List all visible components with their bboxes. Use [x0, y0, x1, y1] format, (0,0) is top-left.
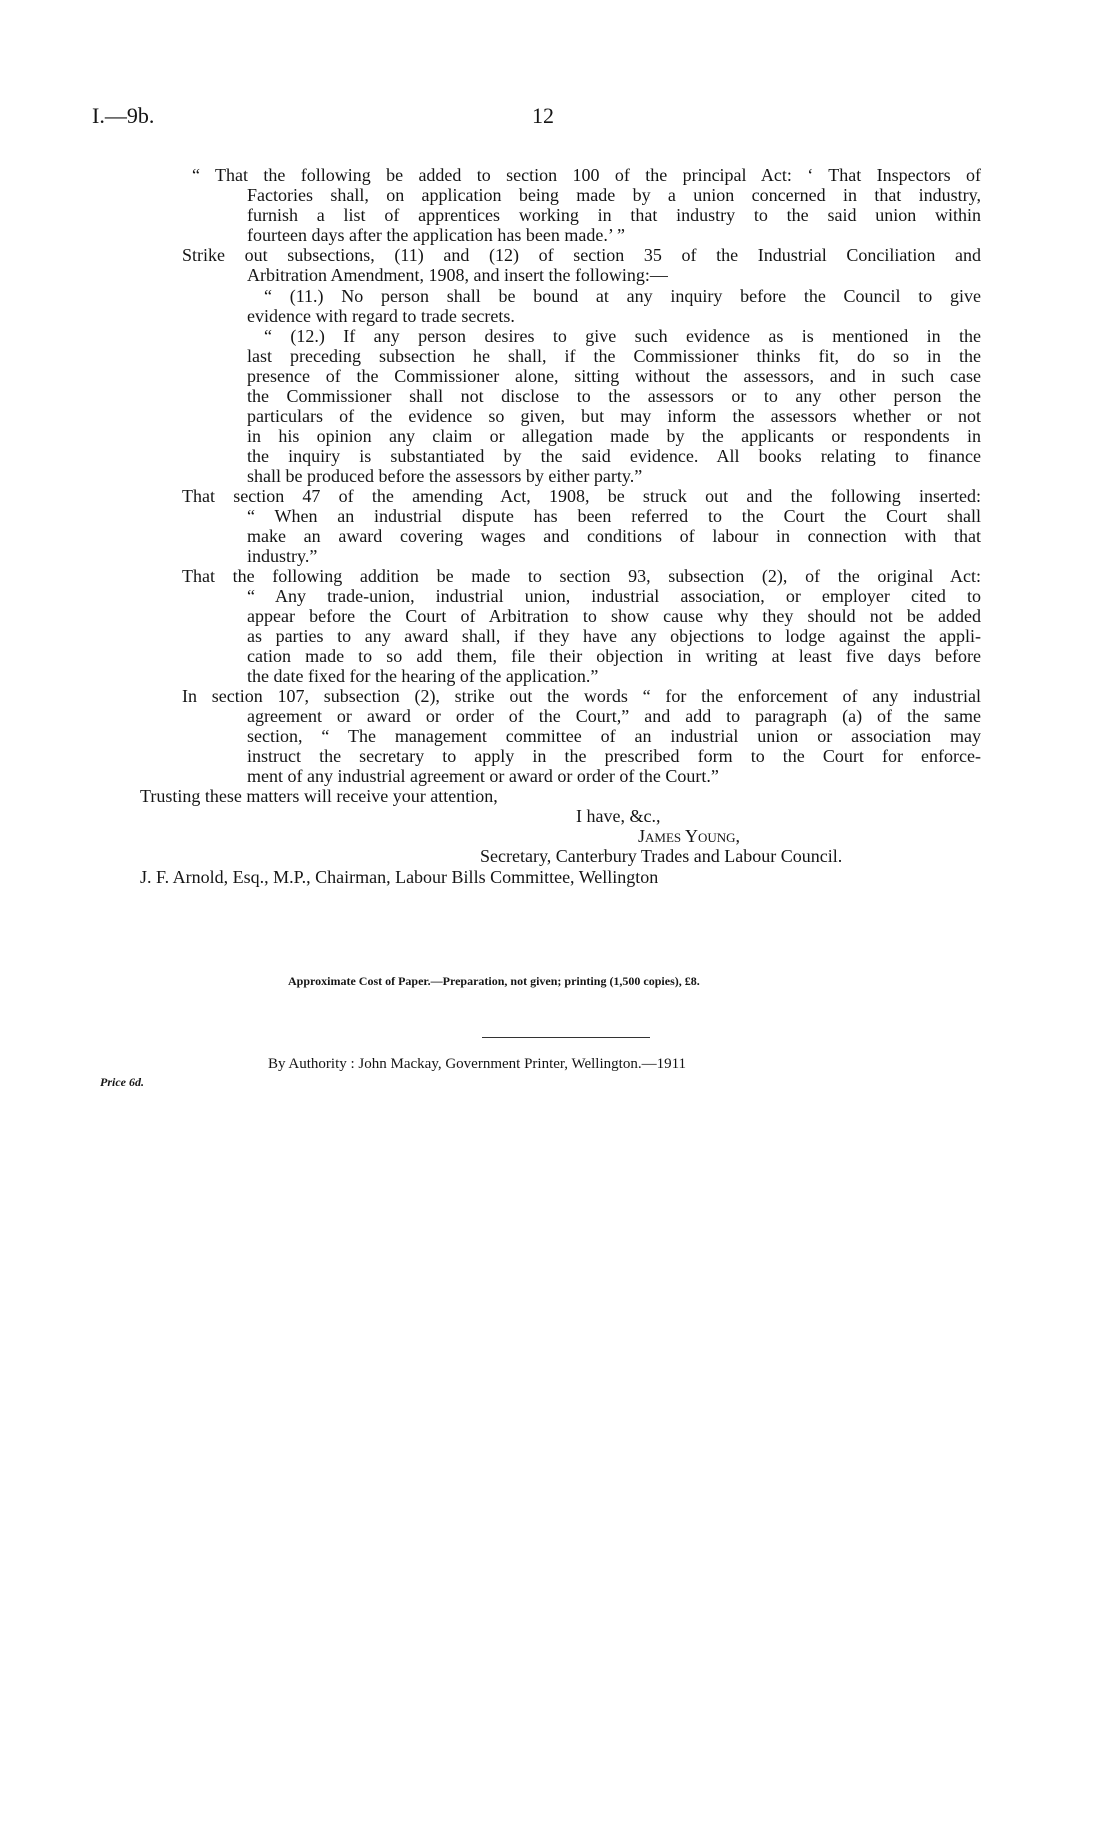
signatory-title: Secretary, Canterbury Trades and Labour Council. [480, 846, 843, 866]
body-line: particulars of the evidence so given, but may inform the assessors whether or not [247, 406, 981, 426]
body-line: In section 107, subsection (2), strike out the words “ for the enforcement of any industrial [182, 686, 981, 706]
cost-note: Approximate Cost of Paper.—Preparation, not given; printing (1,500 copies), £8. [288, 974, 700, 988]
body-line: Trusting these matters will receive your attention, [140, 786, 498, 806]
body-line: the Commissioner shall not disclose to the assessors or to any other person the [247, 386, 981, 406]
addressee: J. F. Arnold, Esq., M.P., Chairman, Labour Bills Committee, Wellington [140, 867, 659, 887]
body-line: furnish a list of apprentices working in that industry to the said union within [247, 205, 981, 225]
body-line: fourteen days after the application has been made.’ ” [247, 225, 625, 245]
body-line: That section 47 of the amending Act, 1908, be struck out and the following inserted: [182, 486, 981, 506]
body-line: Strike out subsections, (11) and (12) of section 35 of the Industrial Conciliation and [182, 245, 981, 265]
body-line: ment of any industrial agreement or award or order of the Court.” [247, 766, 719, 786]
body-line: shall be produced before the assessors by either party.” [247, 466, 643, 486]
body-line: appear before the Court of Arbitration to show cause why they should not be added [247, 606, 981, 626]
body-line: last preceding subsection he shall, if the Commissioner thinks fit, do so in the [247, 346, 981, 366]
body-line: make an award covering wages and conditions of labour in connection with that [247, 526, 981, 546]
body-line: cation made to so add them, file their objection in writing at least five days before [247, 646, 981, 666]
body-line: evidence with regard to trade secrets. [247, 306, 515, 326]
divider-rule [482, 1037, 650, 1038]
body-line: section, “ The management committee of an industrial union or association may [247, 726, 981, 746]
body-line: That the following addition be made to section 93, subsection (2), of the original Act: [182, 566, 981, 586]
body-line: agreement or award or order of the Court,” and add to paragraph (a) of the same [247, 706, 981, 726]
price: Price 6d. [100, 1075, 144, 1089]
body-line: instruct the secretary to apply in the prescribed form to the Court for enforce- [247, 746, 981, 766]
body-line: “ That the following be added to section 100 of the principal Act: ‘ That Inspectors of [192, 165, 981, 185]
signatory-name: James Young, [638, 826, 741, 846]
body-line: the date fixed for the hearing of the application.” [247, 666, 599, 686]
printer-imprint: By Authority : John Mackay, Government Printer, Wellington.—1911 [268, 1056, 687, 1072]
body-line: industry.” [247, 546, 318, 566]
body-line: “ When an industrial dispute has been referred to the Court the Court shall [247, 506, 981, 526]
body-line: presence of the Commissioner alone, sitting without the assessors, and in such case [247, 366, 981, 386]
body-line: Factories shall, on application being made by a union concerned in that industry, [247, 185, 981, 205]
body-line: in his opinion any claim or allegation made by the applicants or respondents in [247, 426, 981, 446]
body-line: “ (11.) No person shall be bound at any inquiry before the Council to give [264, 286, 981, 306]
body-line: Arbitration Amendment, 1908, and insert the following:— [247, 265, 668, 285]
body-line: as parties to any award shall, if they have any objections to lodge against the appli- [247, 626, 981, 646]
page-number: 12 [532, 103, 554, 128]
document-reference: I.—9b. [92, 103, 155, 128]
body-line: “ (12.) If any person desires to give such evidence as is mentioned in the [264, 326, 981, 346]
salutation: I have, &c., [576, 806, 661, 826]
body-line: the inquiry is substantiated by the said evidence. All books relating to finance [247, 446, 981, 466]
body-line: “ Any trade-union, industrial union, industrial association, or employer cited to [247, 586, 981, 606]
